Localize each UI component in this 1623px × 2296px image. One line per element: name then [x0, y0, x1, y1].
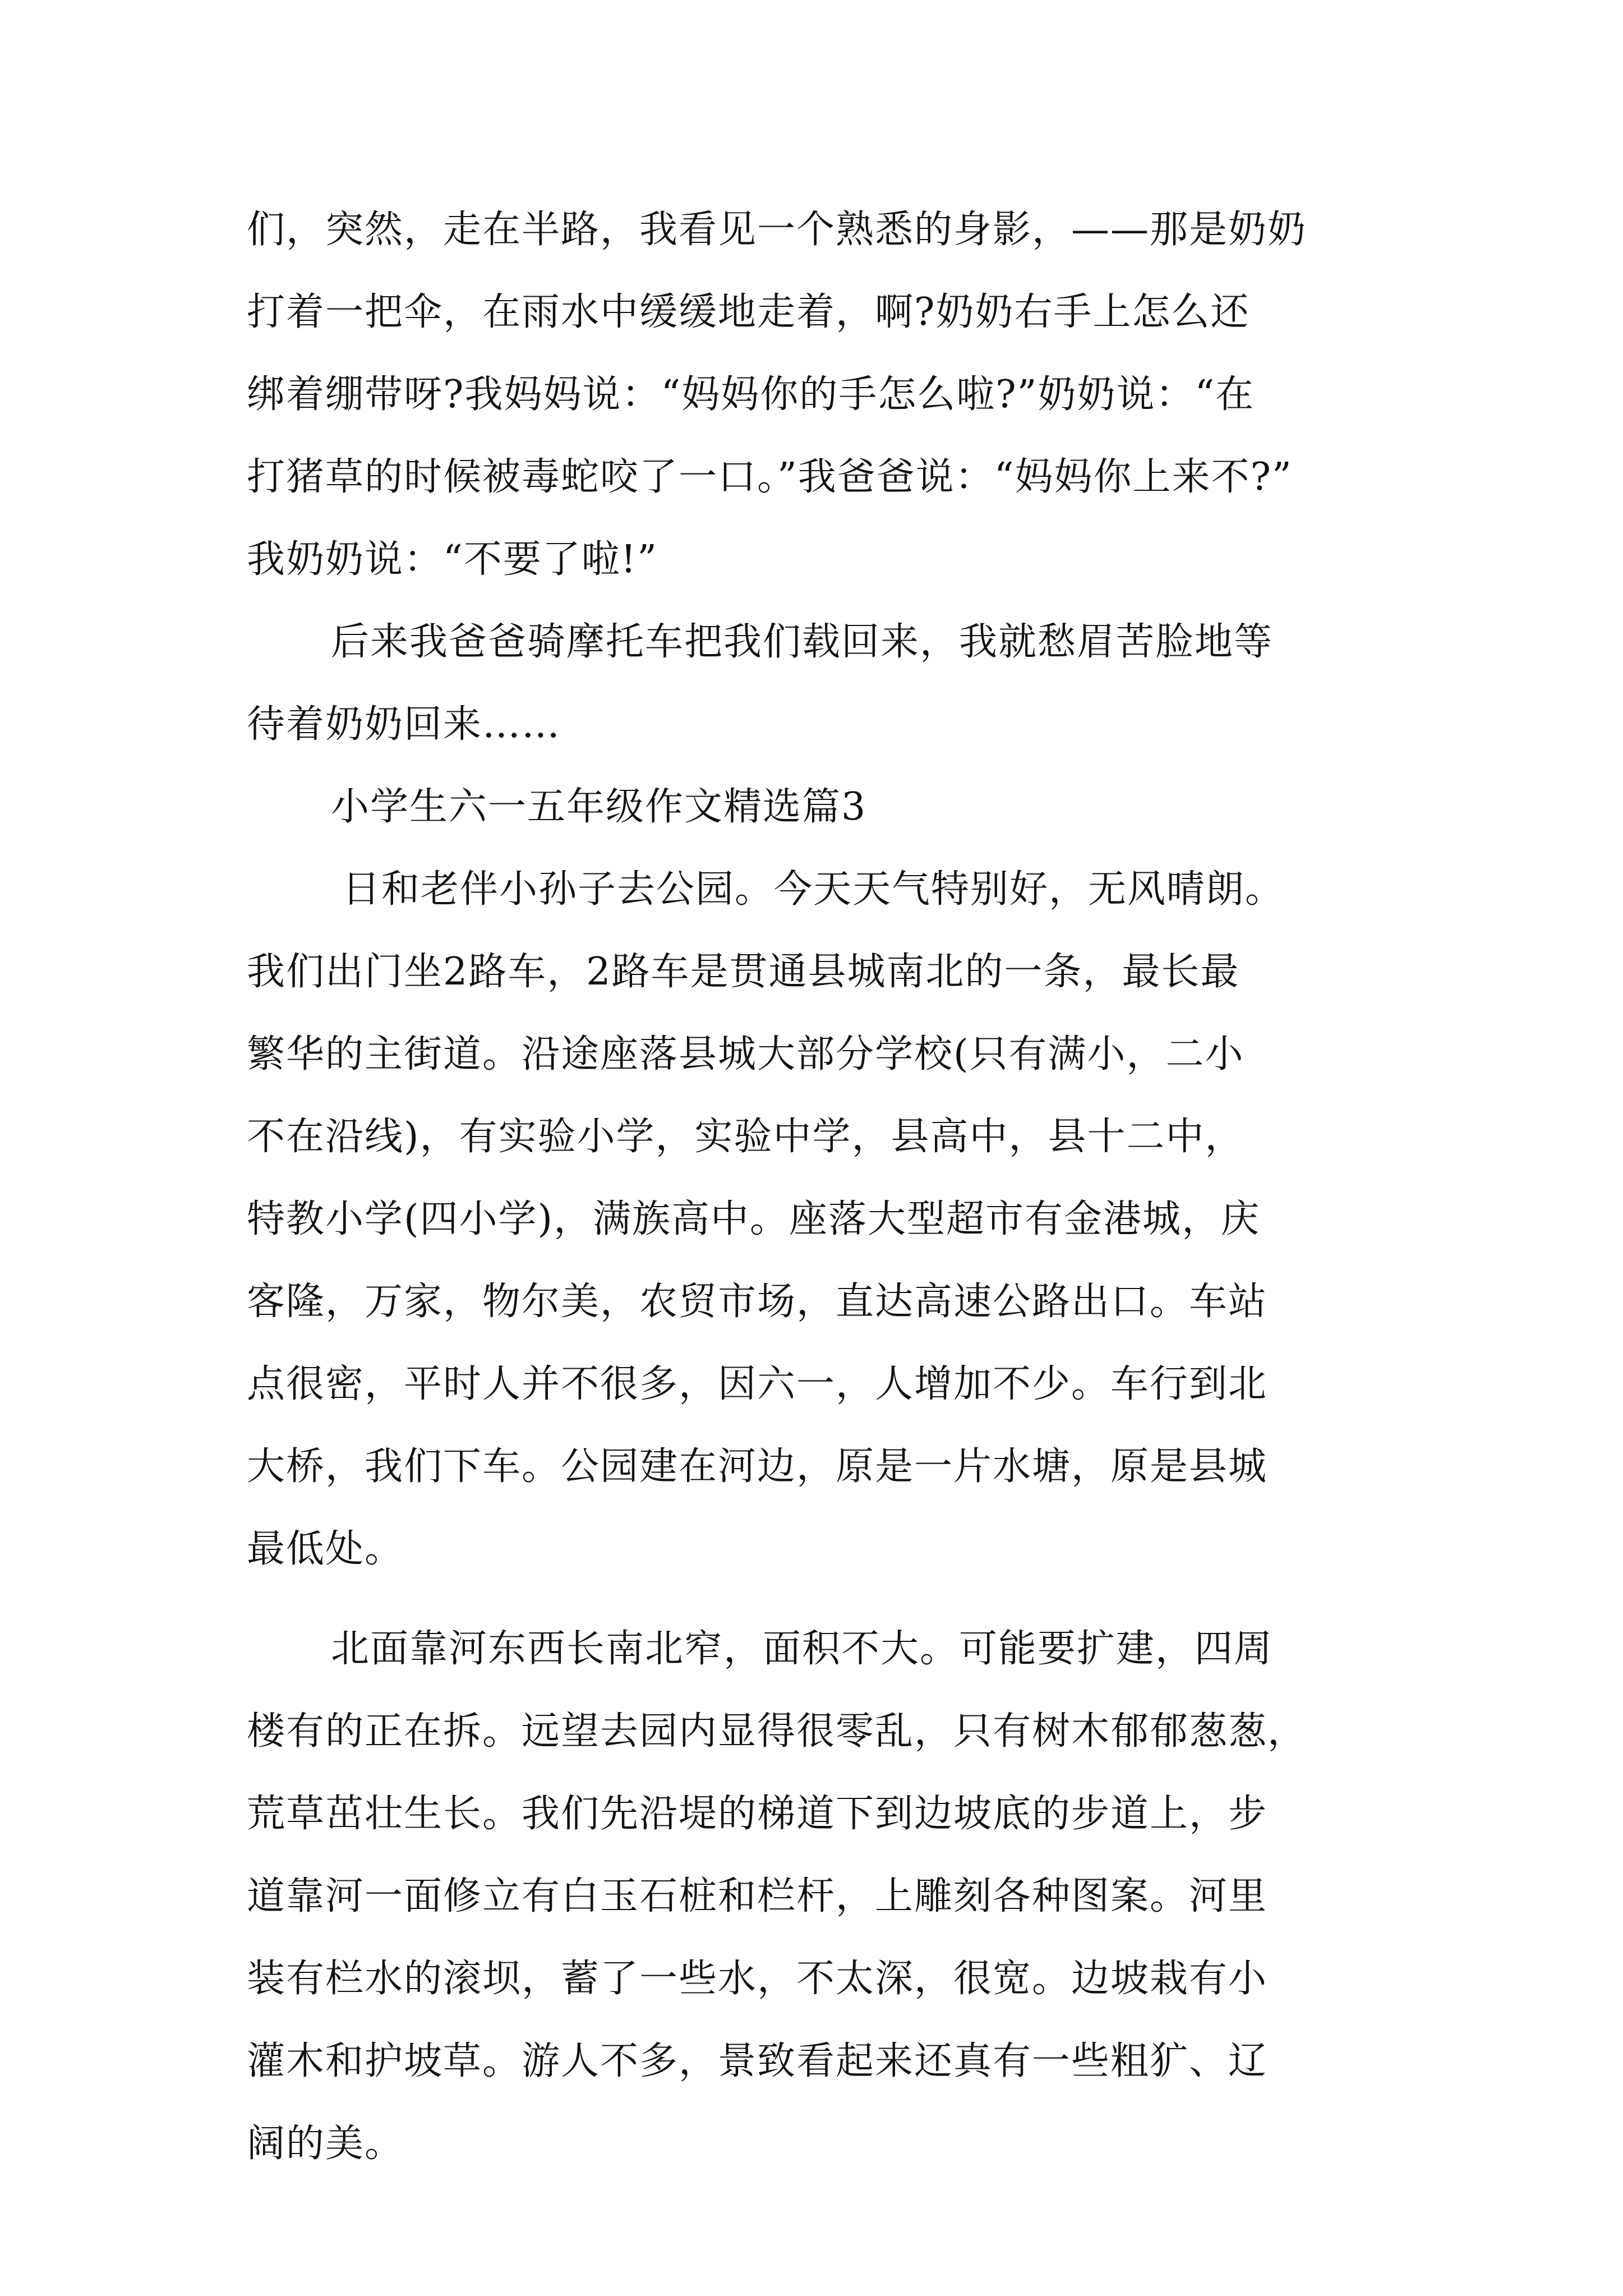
text-line: 我们出门坐2路车，2路车是贯通县城南北的一条，最长最 — [247, 950, 1240, 994]
text-line: 绑着绷带呀?我妈妈说：“妈妈你的手怎么啦?”奶奶说：“在 — [247, 372, 1255, 417]
text-line: 们，突然，走在半路，我看见一个熟悉的身影，——那是奶奶 — [247, 208, 1307, 252]
text-line: 繁华的主街道。沿途座落县城大部分学校(只有满小，二小 — [247, 1032, 1244, 1076]
text-line: 特教小学(四小学)，满族高中。座落大型超市有金港城，庆 — [247, 1197, 1261, 1241]
text-line: 道靠河一面修立有白玉石桩和栏杆，上雕刻各种图案。河里 — [247, 1874, 1268, 1918]
text-line: 客隆，万家，物尔美，农贸市场，直达高速公路出口。车站 — [247, 1280, 1268, 1324]
text-line: 荒草茁壮生长。我们先沿堤的梯道下到边坡底的步道上，步 — [247, 1792, 1268, 1836]
text-line: 楼有的正在拆。远望去园内显得很零乱，只有树木郁郁葱葱， — [247, 1709, 1307, 1754]
text-line: 打着一把伞，在雨水中缓缓地走着，啊?奶奶右手上怎么还 — [247, 290, 1250, 334]
text-line: 北面靠河东西长南北窄，面积不大。可能要扩建，四周 — [331, 1627, 1274, 1671]
text-line: 后来我爸爸骑摩托车把我们载回来，我就愁眉苦脸地等 — [331, 620, 1274, 664]
text-line: 最低处。 — [247, 1527, 404, 1571]
section-heading: 小学生六一五年级作文精选篇3 — [331, 785, 867, 829]
text-line: 大桥，我们下车。公园建在河边，原是一片水塘，原是县城 — [247, 1444, 1268, 1489]
text-line: 点很密，平时人并不很多，因六一，人增加不少。车行到北 — [247, 1362, 1268, 1406]
text-line: 打猪草的时候被毒蛇咬了一口。”我爸爸说：“妈妈你上来不?” — [247, 455, 1293, 499]
text-line: 装有栏水的滚坝，蓄了一些水，不太深，很宽。边坡栽有小 — [247, 1957, 1268, 2001]
text-line: 阔的美。 — [247, 2122, 404, 2166]
text-line: 不在沿线)，有实验小学，实验中学，县高中，县十二中， — [247, 1115, 1244, 1159]
text-line: 灌木和护坡草。游人不多，景致看起来还真有一些粗犷、辽 — [247, 2039, 1268, 2083]
text-line: 日和老伴小孙子去公园。今天天气特别好，无风晴朗。 — [342, 867, 1285, 912]
text-line: 待着奶奶回来…… — [247, 702, 561, 747]
text-line: 我奶奶说：“不要了啦!” — [247, 537, 658, 582]
